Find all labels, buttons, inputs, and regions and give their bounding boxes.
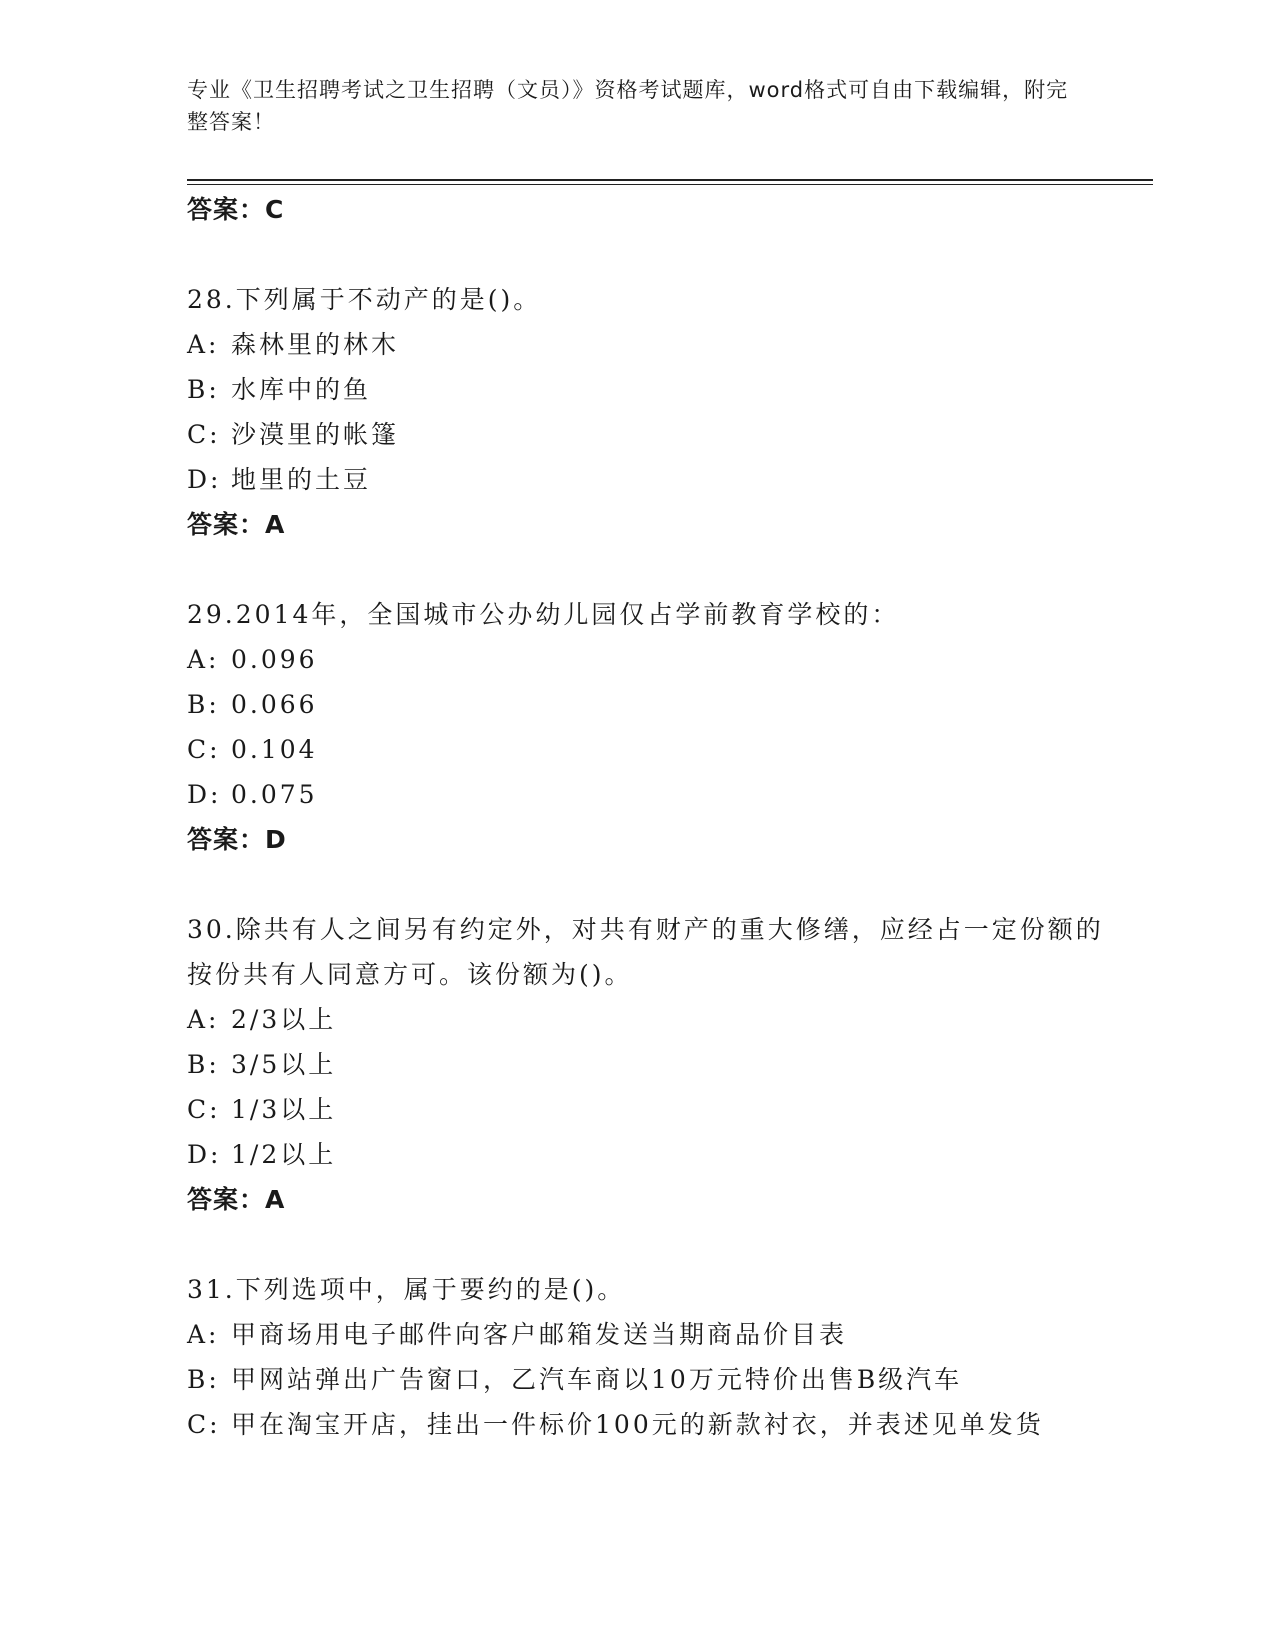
question-text: 31.下列选项中，属于要约的是()。 [187, 1275, 626, 1304]
question-29 [187, 592, 1107, 862]
option-text: 甲在淘宝开店，挂出一件标价100元的新款衬衣，并表述见单发货 [231, 1410, 1044, 1439]
option-key: C: [187, 735, 221, 764]
option-text: 0.096 [231, 645, 318, 674]
option-text: 1/2以上 [231, 1140, 337, 1169]
option-text: 水库中的鱼 [231, 375, 372, 404]
question-list [187, 187, 1107, 1492]
option-key: B: [187, 1365, 220, 1394]
option-key: D: [187, 465, 222, 494]
option-key: B: [187, 1050, 220, 1079]
option-text: 0.104 [231, 735, 318, 764]
option-key: C: [187, 1410, 221, 1439]
option-c [187, 1087, 1107, 1132]
header-rule-thin [187, 184, 1153, 185]
answer-line: 答案：A [187, 1185, 286, 1214]
option-text: 0.066 [231, 690, 318, 719]
option-d [187, 772, 1107, 817]
option-key: A: [187, 1320, 220, 1349]
option-a [187, 1312, 1107, 1357]
question-28 [187, 277, 1107, 547]
option-c [187, 1402, 1107, 1447]
answer-line: 答案：A [187, 510, 286, 539]
option-text: 1/3以上 [231, 1095, 337, 1124]
option-key: D: [187, 1140, 222, 1169]
option-b [187, 1357, 1107, 1402]
option-c [187, 412, 1107, 457]
option-a [187, 637, 1107, 682]
option-key: A: [187, 645, 220, 674]
option-text: 甲网站弹出广告窗口，乙汽车商以10万元特价出售B级汽车 [231, 1365, 963, 1394]
question-31 [187, 1267, 1107, 1447]
option-text: 森林里的林木 [231, 330, 400, 359]
option-b [187, 1042, 1107, 1087]
document-header: 专业《卫生招聘考试之卫生招聘（文员）》资格考试题库，word格式可自由下载编辑，附完整答案！ [187, 78, 1069, 134]
option-a [187, 322, 1107, 367]
option-key: B: [187, 375, 220, 404]
option-b [187, 367, 1107, 412]
option-key: A: [187, 330, 220, 359]
option-d [187, 1132, 1107, 1177]
option-key: A: [187, 1005, 220, 1034]
option-text: 3/5以上 [231, 1050, 337, 1079]
option-d [187, 457, 1107, 502]
option-c [187, 727, 1107, 772]
answer-line: 答案：D [187, 825, 287, 854]
option-text: 甲商场用电子邮件向客户邮箱发送当期商品价目表 [231, 1320, 848, 1349]
option-b [187, 682, 1107, 727]
option-text: 沙漠里的帐篷 [231, 420, 400, 449]
question-text: 28.下列属于不动产的是()。 [187, 285, 542, 314]
option-text: 0.075 [231, 780, 318, 809]
option-key: D: [187, 780, 222, 809]
option-key: C: [187, 420, 221, 449]
header-rule [187, 179, 1153, 181]
option-key: B: [187, 690, 220, 719]
question-30 [187, 907, 1107, 1222]
answer-line: 答案：C [187, 195, 285, 224]
option-text: 2/3以上 [231, 1005, 337, 1034]
option-text: 地里的土豆 [231, 465, 372, 494]
question-text: 30.除共有人之间另有约定外，对共有财产的重大修缮，应经占一定份额的按份共有人同意方可。该份额为()。 [187, 915, 1104, 989]
option-a [187, 997, 1107, 1042]
question-text: 29.2014年，全国城市公办幼儿园仅占学前教育学校的： [187, 600, 900, 629]
option-key: C: [187, 1095, 221, 1124]
